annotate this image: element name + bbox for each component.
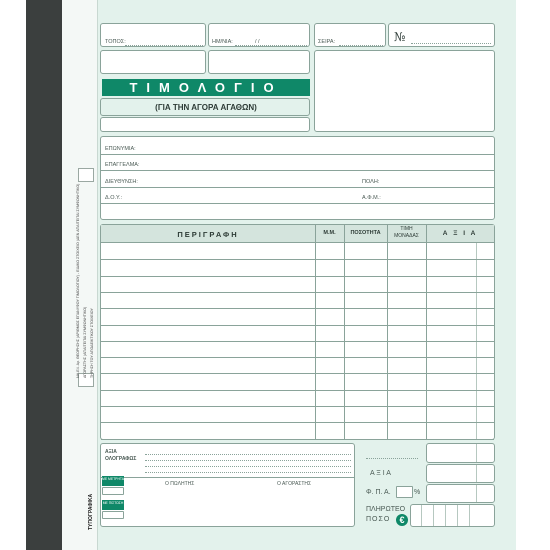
binder-spine <box>26 0 62 550</box>
cash-payment-tag <box>102 476 124 486</box>
items-table <box>100 224 495 440</box>
table-row-line <box>101 390 494 391</box>
euro-icon: € <box>396 514 408 526</box>
name-label: ΕΠΩΝΥΜΙΑ: <box>105 146 136 152</box>
series-field[interactable] <box>314 23 386 47</box>
table-row-line <box>101 276 494 277</box>
table-row-line <box>101 308 494 309</box>
amount-words-label-2: ΟΛΟΓΡΑΦΩΣ <box>105 456 137 462</box>
total-payable-box[interactable] <box>410 504 495 527</box>
col-unit-price-line2: ΜΟΝΑΔΑΣ <box>394 233 419 239</box>
amount-words-label-1: ΑΞΙΑ <box>105 449 117 455</box>
net-value-label: Α Ξ Ι Α <box>370 470 391 477</box>
buyer-signature-label: Ο ΑΓΟΡΑΣΤΗΣ <box>277 481 312 487</box>
city-label: ΠΟΛΗ: <box>362 179 380 185</box>
total-label-line1: ΠΛΗΡΩΤΕΟ <box>366 506 406 513</box>
col-unit-price-line1: ΤΙΜΗ <box>400 226 413 232</box>
total-label-line2: ΠΟΣΟ <box>366 516 391 523</box>
col-quantity: ΠΟΣΟΤΗΤΑ <box>350 230 381 236</box>
subtotal-box-top[interactable] <box>426 443 495 463</box>
net-value-box[interactable] <box>426 464 495 483</box>
table-row-line <box>101 292 494 293</box>
col-description: ΠΕΡΙΓΡΑΦΗ <box>177 230 239 239</box>
side-legal-note <box>66 178 94 378</box>
col-unit: Μ.Μ. <box>323 230 336 236</box>
side-note-line: ΑΓΟΡΑΣΤΗΣ (ΑΠΑΙΤΕΙΤΑΙ ΣΥΜΦΩΝΗΤΙΚΟ) <box>83 306 87 378</box>
publisher-logo <box>88 484 96 530</box>
place-field[interactable] <box>100 23 206 47</box>
number-symbol: № <box>394 30 406 44</box>
number-field[interactable] <box>388 23 495 47</box>
table-row-line <box>101 373 494 374</box>
cash-payment-checkbox[interactable] <box>102 487 124 495</box>
credit-payment-checkbox[interactable] <box>102 511 124 519</box>
table-row-line <box>101 259 494 260</box>
publisher-logo-text: ΤΥΠΟΓΡΑΦΙΚΑ <box>88 493 94 530</box>
vat-number-label: Α.Φ.Μ.: <box>362 195 381 201</box>
vat-amount-box[interactable] <box>426 484 495 503</box>
credit-payment-label: ΜΕ ΠΙΣΤΩΣΗ <box>102 501 124 505</box>
date-separators: / / <box>255 39 260 45</box>
series-label: ΣΕΙΡΑ: <box>318 39 336 45</box>
table-row-line <box>101 325 494 326</box>
col-value: Α Ξ Ι Α <box>442 230 478 237</box>
table-row-line <box>101 357 494 358</box>
blank-field-middle[interactable] <box>208 50 310 74</box>
customer-details <box>100 136 495 220</box>
date-field[interactable] <box>208 23 310 47</box>
amount-in-words-box <box>100 443 355 527</box>
vat-label: Φ. Π. Α. <box>366 489 391 496</box>
blank-field-left[interactable] <box>100 50 206 74</box>
side-note-line: ΤΗΡΗΣΗ ΤΟΥ ΑΠΟΔΕΙΚΤΙΚΟΥ ΣΤΟΙΧΕΙΟΥ <box>90 308 94 378</box>
invoice-subtitle: (ΓΙΑ ΤΗΝ ΑΓΟΡΑ ΑΓΑΘΩΝ) <box>155 103 257 112</box>
side-note-line: ΝΗ-Ε4. Αρ. ΘΕΩΡΗΣΗΣ (ΑΡΙΘΜΟΣ ΕΠΑΝΥΦΟΥ ΤΙΜΟΛΟΓΙΟΥ) - ΕΙΔΙΚΟ ΣΤΟΙΧΕΙΟ (ΔΕΝ ΑΠΑΙΤΕΙΤΑΙ ΣΥΜΦΩΝΗΤΙΚΟ) <box>76 183 80 378</box>
invoice-title: ΤΙΜΟΛΟΓΙΟ <box>102 79 310 96</box>
date-label: ΗΜ/ΝΙΑ: <box>212 39 233 45</box>
issuer-stamp-area <box>314 50 495 132</box>
percent-sign: % <box>414 489 421 496</box>
credit-payment-tag <box>102 500 124 510</box>
table-row-line <box>101 422 494 423</box>
table-row-line <box>101 341 494 342</box>
cash-payment-label: ΜΕ ΜΕΤΡΗΤΑ <box>102 477 124 481</box>
vat-rate-input[interactable] <box>396 486 413 498</box>
table-row-line <box>101 406 494 407</box>
blank-field-under-title[interactable] <box>100 117 310 132</box>
profession-label: ΕΠΑΓΓΕΛΜΑ: <box>105 162 140 168</box>
tax-office-label: Δ.Ο.Υ.: <box>105 195 123 201</box>
seller-signature-label: Ο ΠΩΛΗΤΗΣ <box>165 481 195 487</box>
table-row-line <box>101 439 494 440</box>
address-label: ΔΙΕΥΘΥΝΣΗ: <box>105 179 138 185</box>
place-label: ΤΟΠΟΣ: <box>105 39 126 45</box>
